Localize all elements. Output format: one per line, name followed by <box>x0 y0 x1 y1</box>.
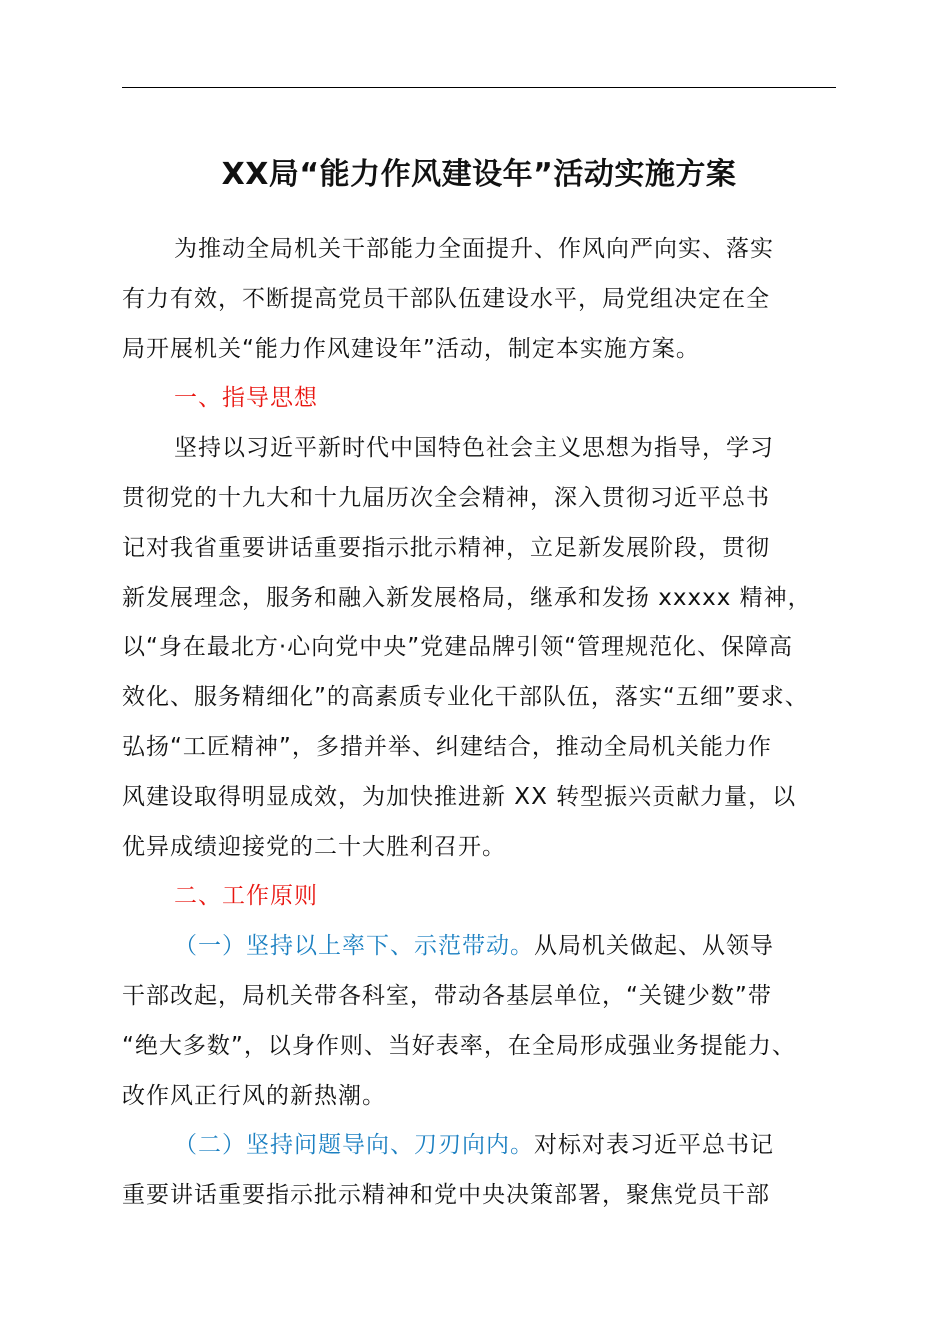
paragraph-line <box>122 524 842 574</box>
paragraph-line <box>122 972 842 1022</box>
paragraph-line <box>122 673 842 723</box>
line-text: 有力有效，不断提高党员干部队伍建设水平，局党组决定在全 <box>122 285 770 312</box>
section-heading <box>122 872 842 922</box>
subheading-text: （二）坚持问题导向、刀刃向内。 <box>174 1132 534 1159</box>
paragraph-line <box>122 1072 842 1122</box>
line-text: 新发展理念，服务和融入新发展格局，继承和发扬 xxxxx 精神， <box>122 584 812 611</box>
line-text: “绝大多数”，以身作则、当好表率，在全局形成强业务提能力、 <box>122 1032 796 1059</box>
line-text: 效化、服务精细化”的高素质专业化干部队伍，落实“五细”要求、 <box>122 684 809 711</box>
subheading-text: （一）坚持以上率下、示范带动。 <box>174 933 534 960</box>
paragraph-line <box>122 275 842 325</box>
line-text: 以“身在最北方·心向党中央”党建品牌引领“管理规范化、保障高 <box>122 634 794 661</box>
paragraph-line <box>122 823 842 873</box>
line-text: 干部改起，局机关带各科室，带动各基层单位，“关键少数”带 <box>122 982 772 1009</box>
paragraph-line <box>122 574 842 624</box>
line-text: 记对我省重要讲话重要指示批示精神，立足新发展阶段，贯彻 <box>122 534 770 561</box>
line-text: 弘扬“工匠精神”，多措并举、纠建结合，推动全局机关能力作 <box>122 733 772 760</box>
line-text: 重要讲话重要指示批示精神和党中央决策部署，聚焦党员干部 <box>122 1182 770 1209</box>
line-text: 改作风正行风的新热潮。 <box>122 1082 386 1109</box>
line-text: 对标对表习近平总书记 <box>534 1132 774 1159</box>
paragraph-line <box>122 325 842 375</box>
paragraph-line <box>122 225 842 275</box>
paragraph-line <box>122 1121 842 1171</box>
document-title: XX局“能力作风建设年”活动实施方案 <box>221 157 737 192</box>
line-text: 贯彻党的十九大和十九届历次全会精神，深入贯彻习近平总书 <box>122 484 770 511</box>
heading-text: 二、工作原则 <box>174 883 318 910</box>
document-body <box>122 225 842 1221</box>
paragraph-line <box>122 1171 842 1221</box>
header-rule <box>122 87 836 88</box>
line-text: 坚持以习近平新时代中国特色社会主义思想为指导，学习 <box>174 435 774 462</box>
line-text: 优异成绩迎接党的二十大胜利召开。 <box>122 833 506 860</box>
paragraph-line <box>122 773 842 823</box>
line-text: 为推动全局机关干部能力全面提升、作风向严向实、落实 <box>174 236 774 262</box>
line-text: 局开展机关“能力作风建设年”活动，制定本实施方案。 <box>122 335 700 362</box>
line-text: 风建设取得明显成效，为加快推进新 XX 转型振兴贡献力量，以 <box>122 783 797 810</box>
paragraph-line <box>122 474 842 524</box>
heading-text: 一、指导思想 <box>174 385 318 412</box>
paragraph-line <box>122 623 842 673</box>
paragraph-line <box>122 1022 842 1072</box>
paragraph-line <box>122 922 842 972</box>
section-heading <box>122 374 842 424</box>
paragraph-line <box>122 424 842 474</box>
line-text: 从局机关做起、从领导 <box>534 933 774 960</box>
paragraph-line <box>122 723 842 773</box>
